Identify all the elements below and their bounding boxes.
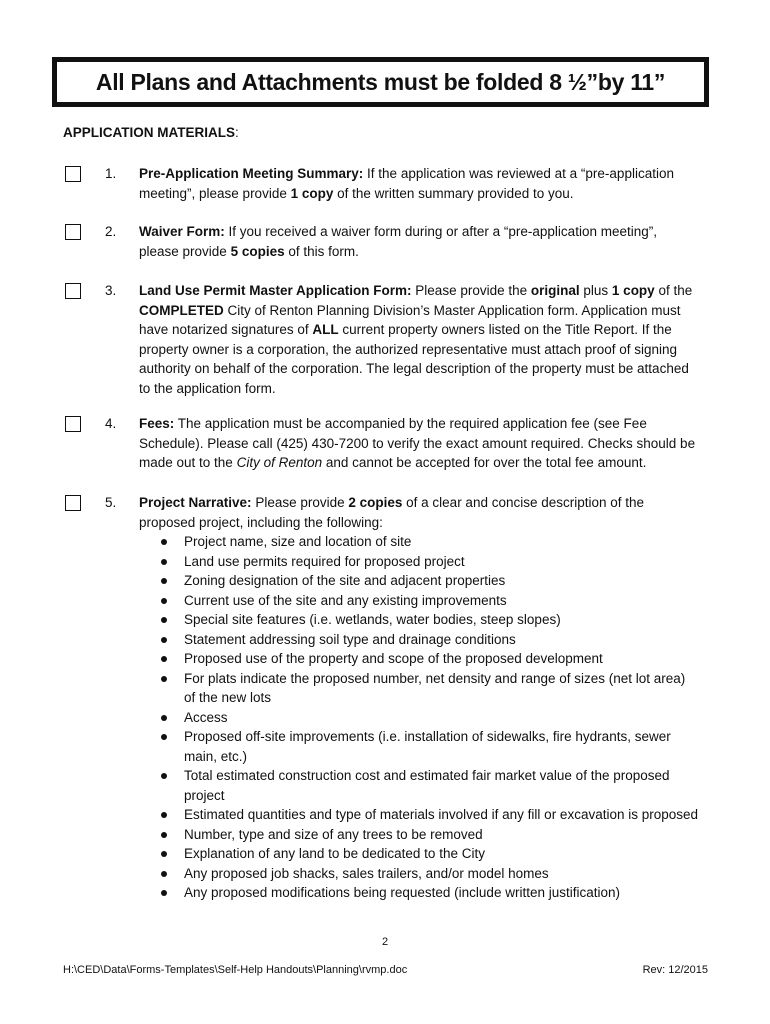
bullet-icon: [161, 715, 167, 721]
item-emphasis: 1 copy: [611, 283, 655, 298]
bullet-icon: [161, 871, 167, 877]
bullet-icon: [161, 812, 167, 818]
bullet-item: [139, 552, 699, 572]
checkbox-item-1[interactable]: [65, 166, 81, 182]
section-heading-text: APPLICATION MATERIALS: [63, 125, 235, 140]
bullet-item: [139, 766, 699, 805]
checkbox-item-3[interactable]: [65, 283, 81, 299]
item-text: [139, 493, 699, 903]
section-heading-colon: :: [235, 125, 239, 140]
bullet-item: [139, 844, 699, 864]
item-text: [139, 164, 699, 203]
checkbox-item-4[interactable]: [65, 416, 81, 432]
bullet-item: [139, 532, 699, 552]
bullet-icon: [161, 734, 167, 740]
item-number: 4.: [105, 416, 117, 431]
item-emphasis: 5 copies: [230, 243, 285, 259]
folding-notice-banner: [52, 57, 709, 107]
item-number: 1.: [105, 166, 117, 181]
bullet-item: [139, 571, 699, 591]
item-number: 5.: [105, 495, 117, 510]
bullet-icon: [161, 851, 167, 857]
item-label: Fees:: [139, 416, 175, 431]
bullet-text: Any proposed job shacks, sales trailers, and/or model homes: [184, 865, 549, 881]
item-label: Land Use Permit Master Application Form:: [139, 283, 412, 298]
bullet-text: Current use of the site and any existing improvements: [184, 592, 507, 608]
item-intro: [139, 493, 699, 532]
banner-title: All Plans and Attachments must be folded 8 ½”by 11”: [95, 69, 666, 95]
bullet-icon: [161, 598, 167, 604]
page-number: 2: [381, 936, 389, 948]
bullet-text: Any proposed modifications being requested (include written justification): [184, 885, 620, 900]
item-body: plus: [579, 283, 612, 298]
item-body: Please provide: [251, 495, 349, 510]
bullet-item: [139, 883, 699, 903]
item-label: Waiver Form:: [139, 224, 225, 239]
bullet-text: Proposed off-site improvements (i.e. installation of sidewalks, fire hydrants, sewer main, etc.): [184, 729, 671, 764]
bullet-text: Project name, size and location of site: [184, 534, 412, 549]
bullet-text: For plats indicate the proposed number, net density and range of sizes (net lot area) of the new lots: [184, 670, 686, 705]
item-text: [139, 414, 699, 473]
bullet-item: [139, 708, 699, 728]
bullet-text: Zoning designation of the site and adjacent properties: [184, 573, 506, 588]
bullet-item: [139, 727, 699, 766]
item-emphasis: original: [530, 283, 580, 298]
bullet-icon: [161, 637, 167, 643]
bullet-text: Total estimated construction cost and estimated fair market value of the proposed project: [184, 768, 670, 803]
bullet-item: [139, 591, 699, 611]
bullet-icon: [161, 832, 167, 838]
item-body: The application must be accompanied by the required application fee (see Fee Schedule). Please call (425) 430-7200 to verify the exact amount required. Checks should be made out to the: [139, 416, 696, 470]
item-emphasis: ALL: [312, 322, 339, 337]
bullet-icon: [161, 890, 167, 896]
bullet-icon: [161, 617, 167, 623]
item-emphasis: 1 copy: [290, 185, 334, 201]
bullet-text: Proposed use of the property and scope of the proposed development: [184, 651, 603, 666]
checkbox-item-5[interactable]: [65, 495, 81, 511]
item-body: of the: [654, 283, 693, 298]
bullet-item: [139, 630, 699, 650]
bullet-icon: [161, 773, 167, 779]
item-body: If you received a waiver form during or after a “pre-application meeting”, please provide: [139, 224, 657, 259]
item-body: of a clear and concise description of the proposed project, including the following:: [139, 495, 645, 530]
item-emphasis: COMPLETED: [139, 302, 224, 318]
item-body: current property owners listed on the Title Report. If the property owner is a corporation, the authorized representative must attach proof of signing authority on behalf of the corporation. The legal description of the property must be attached to the application form.: [139, 322, 689, 396]
item-body: of the written summary provided to you.: [333, 185, 574, 201]
item-body: If the application was reviewed at a “pre-application meeting”, please provide: [139, 166, 674, 201]
item-number: 3.: [105, 283, 117, 298]
bullet-item: [139, 669, 699, 708]
item-body: and cannot be accepted for over the total fee amount.: [322, 455, 647, 470]
narrative-bullet-list: [139, 532, 699, 903]
item-label: Pre-Application Meeting Summary:: [139, 166, 364, 181]
footer-revision: Rev: 12/2015: [642, 964, 708, 976]
item-label: Project Narrative:: [139, 495, 252, 510]
item-body: of this form.: [284, 243, 359, 259]
item-emphasis: 2 copies: [348, 495, 403, 510]
item-number: 2.: [105, 224, 117, 239]
bullet-text: Land use permits required for proposed project: [184, 553, 465, 569]
bullet-item: [139, 649, 699, 669]
bullet-text: Statement addressing soil type and drainage conditions: [184, 631, 516, 647]
bullet-icon: [161, 578, 167, 584]
bullet-text: Number, type and size of any trees to be removed: [184, 826, 483, 842]
item-text: [139, 281, 699, 398]
bullet-icon: [161, 676, 167, 682]
bullet-icon: [161, 656, 167, 662]
bullet-item: [139, 825, 699, 845]
bullet-text: Estimated quantities and type of materials involved if any fill or excavation is proposed: [184, 807, 699, 822]
item-text: [139, 222, 699, 261]
footer-file-path: H:\CED\Data\Forms-Templates\Self-Help Handouts\Planning\rvmp.doc: [63, 964, 408, 976]
bullet-item: [139, 864, 699, 884]
bullet-text: Explanation of any land to be dedicated to the City: [184, 846, 485, 861]
bullet-item: [139, 610, 699, 630]
bullet-text: Special site features (i.e. wetlands, water bodies, steep slopes): [184, 612, 561, 627]
item-body: City of Renton Planning Division’s Master Application form. Application must have notarized signatures of: [139, 302, 681, 337]
bullet-icon: [161, 559, 167, 565]
item-italic: City of Renton: [236, 455, 323, 470]
section-heading: [63, 125, 239, 140]
bullet-icon: [161, 539, 167, 545]
bullet-item: [139, 805, 699, 825]
item-body: Please provide the: [411, 283, 531, 298]
bullet-text: Access: [184, 709, 228, 725]
checkbox-item-2[interactable]: [65, 224, 81, 240]
